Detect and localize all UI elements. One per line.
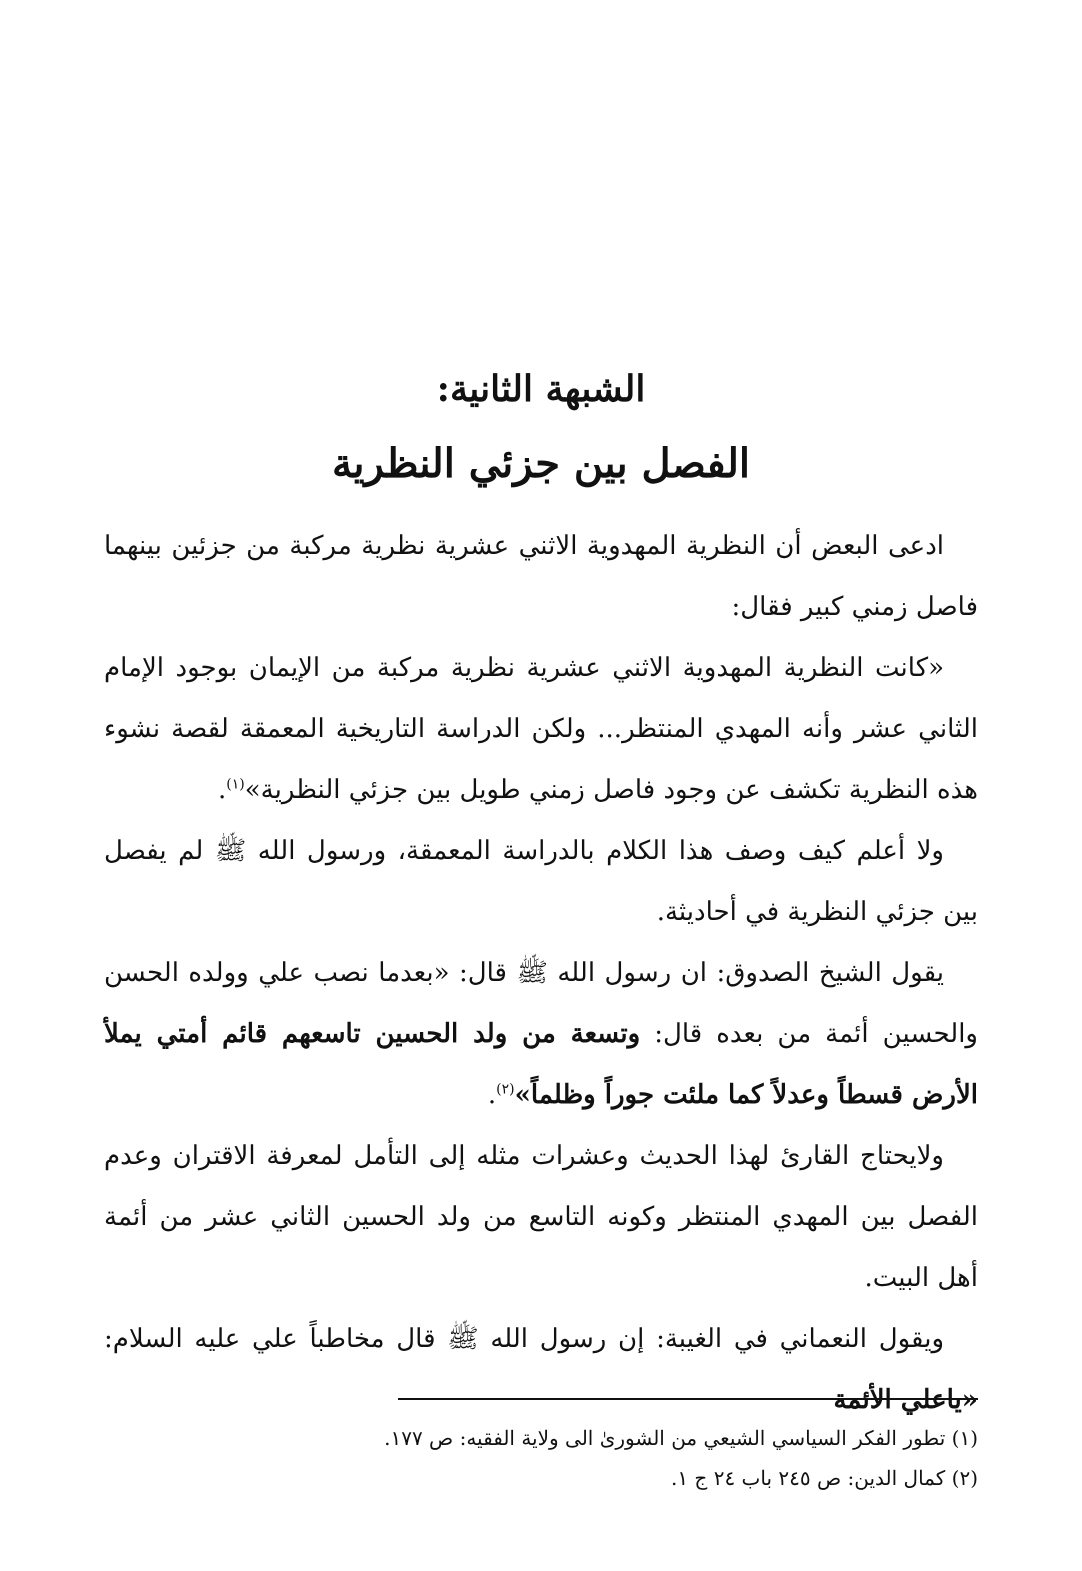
quote-end: . [218, 775, 227, 805]
paragraph-text: يقول الشيخ الصدوق: ان رسول الله ﷺ قال: «بعدما نصب علي وولده الحسن والحسين أئمة من بعده قال: [104, 958, 978, 1049]
paragraph-quote [104, 638, 978, 821]
paragraph-numani [104, 1309, 978, 1431]
paragraph-text: ولايحتاج القارئ لهذا الحديث وعشرات مثله إلى التأمل لمعرفة الاقتران وعدم الفصل بين المهدي المنتظر وكونه التاسع من ولد الحسين الثاني عشر من أئمة أهل البيت. [104, 1141, 978, 1293]
footnote-ref-1[interactable]: (١) [226, 776, 245, 793]
paragraph-text: ويقول النعماني في الغيبة: إن رسول الله ﷺ قال مخاطباً علي عليه السلام: [104, 1324, 944, 1354]
paragraph-claim [104, 516, 978, 638]
body-text [104, 516, 978, 1431]
section-subtitle: الفصل بين جزئي النظرية [331, 440, 751, 487]
footnote-2: (٢) كمال الدين: ص ٢٤٥ باب ٢٤ ج ١. [670, 1466, 978, 1490]
footnote-divider [398, 1398, 978, 1400]
paragraph-conclusion [104, 1126, 978, 1309]
paragraph-response [104, 821, 978, 943]
footnotes [104, 1418, 978, 1498]
paragraph-text: ولا أعلم كيف وصف هذا الكلام بالدراسة المعمقة، ورسول الله ﷺ لم يفصل بين جزئي النظرية في أحاديثة. [104, 836, 978, 927]
section-title: الشبهة الثانية: [436, 368, 646, 410]
footnote-ref-2[interactable]: (٢) [496, 1081, 515, 1098]
paragraph-text: ادعى البعض أن النظرية المهدوية الاثني عشرية نظرية مركبة من جزئين بينهما فاصل زمني كبير فقال: [104, 531, 978, 622]
quote-text: «كانت النظرية المهدوية الاثني عشرية نظرية مركبة من الإيمان بوجود الإمام الثاني عشر وأنه المهدي المنتظر... ولكن الدراسة التاريخية المعمقة لقصة نشوء هذه النظرية تكشف عن وجود فاصل زمني طويل بين جزئي النظرية» [104, 653, 978, 805]
footnote-1: (١) تطور الفكر السياسي الشيعي من الشورىٰ الى ولاية الفقيه: ص ١٧٧. [384, 1426, 978, 1450]
paragraph-saduq [104, 943, 978, 1126]
hadith-bold-text: وتسعة من ولد الحسين تاسعهم قائم أمتي يملأ الأرض قسطاً وعدلاً كما ملئت جوراً وظلماً» [104, 1019, 978, 1110]
hadith-bold-text: «ياعلي الأئمة [833, 1385, 978, 1415]
paragraph-end: . [487, 1080, 497, 1110]
